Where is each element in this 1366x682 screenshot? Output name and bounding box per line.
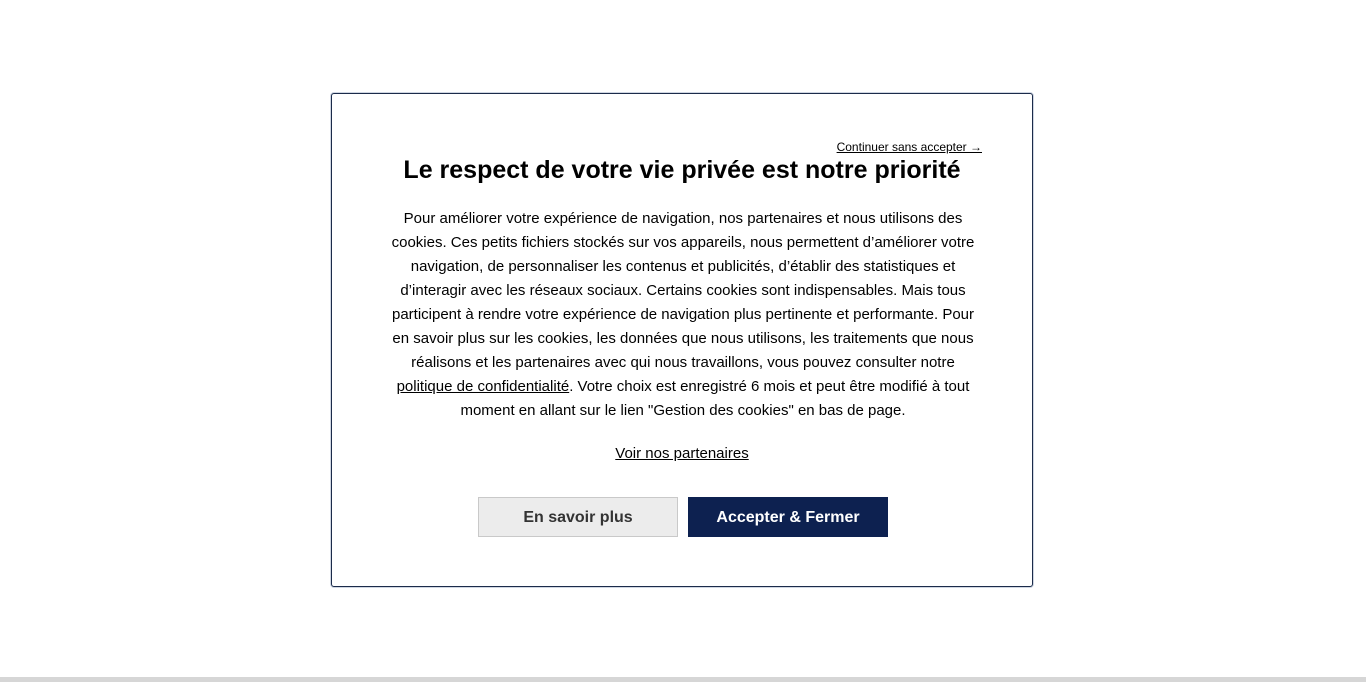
description-text-end: . Votre choix est enregistré 6 mois et peut être modifié à tout moment en allant sur le lien "Gestion des cookies" en bas de page.	[460, 378, 970, 419]
learn-more-button[interactable]: En savoir plus	[478, 497, 678, 537]
dialog-title: Le respect de votre vie privée est notre priorité	[403, 156, 961, 184]
description-text-start: Pour améliorer votre expérience de navigation, nos partenaires et nous utilisons des cookies. Ces petits fichiers stockés sur vos appareils, nous permettent d’améliorer votre navigation, de personnaliser les contenus et publicités, d’établir des statistiques et d’interagir avec les réseaux sociaux. Certains cookies sont indispensables. Mais tous participent à rendre votre expérience de navigation plus pertinente et performante. Pour en savoir plus sur les cookies, les données que nous utilisons, les traitements que nous réalisons et les partenaires avec qui nous travaillons, vous pouvez consulter notre	[391, 210, 975, 371]
cookie-consent-dialog	[331, 93, 1033, 587]
continue-without-accepting-link[interactable]: Continuer sans accepter →	[836, 140, 982, 154]
privacy-policy-link[interactable]: politique de confidentialité	[396, 378, 570, 395]
see-partners-link[interactable]: Voir nos partenaires	[615, 445, 749, 462]
partners-link-row	[332, 444, 1032, 464]
accept-and-close-button[interactable]: Accepter & Fermer	[688, 497, 888, 537]
horizontal-scrollbar[interactable]	[0, 677, 1366, 682]
dialog-description	[387, 207, 979, 423]
